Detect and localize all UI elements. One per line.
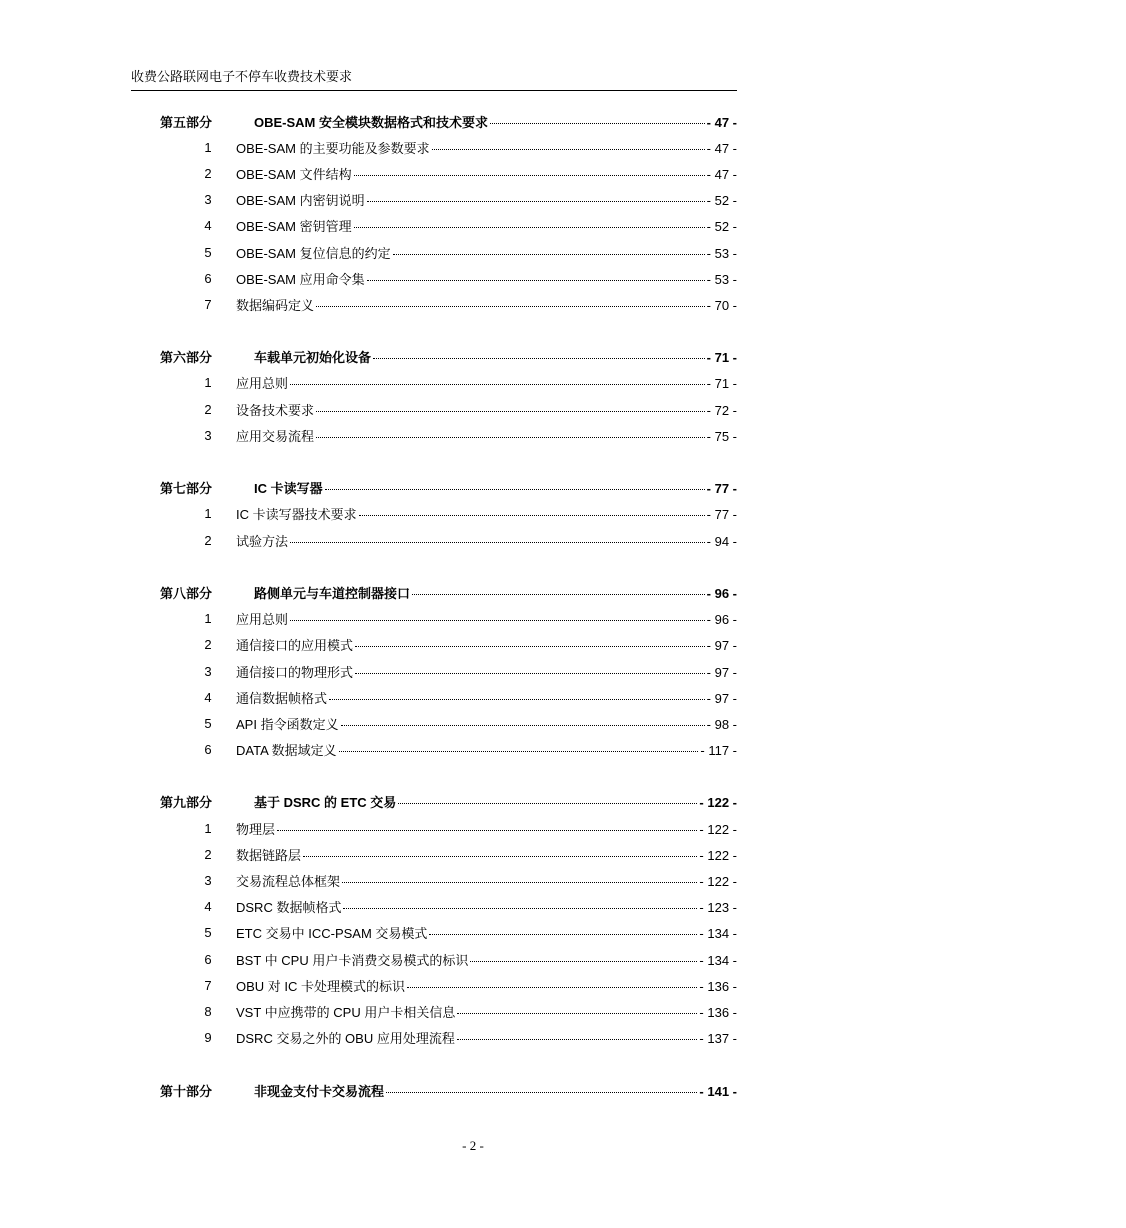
dot-leader bbox=[398, 803, 697, 804]
page-ref: - 134 - bbox=[699, 952, 737, 968]
dot-leader bbox=[325, 489, 705, 490]
section-gap bbox=[160, 1051, 737, 1077]
dot-leader bbox=[367, 280, 705, 281]
page-ref: - 75 - bbox=[706, 428, 737, 444]
dot-leader bbox=[393, 254, 705, 255]
dot-leader bbox=[355, 673, 705, 674]
dot-leader bbox=[359, 515, 705, 516]
table-of-contents bbox=[160, 108, 737, 1103]
toc-item-entry[interactable] bbox=[160, 1025, 737, 1051]
item-title: IC 卡读写器技术要求 bbox=[236, 507, 357, 523]
item-number: 1 bbox=[204, 820, 212, 836]
item-number: 7 bbox=[204, 296, 212, 312]
page-ref: - 96 - bbox=[706, 585, 737, 601]
item-title: OBE-SAM 内密钥说明 bbox=[236, 193, 365, 209]
toc-item-entry[interactable] bbox=[160, 527, 737, 553]
toc-part-entry[interactable] bbox=[160, 108, 737, 134]
page-ref: - 47 - bbox=[706, 140, 737, 156]
page-ref: - 117 - bbox=[700, 743, 737, 759]
page-number: - 2 - bbox=[462, 1138, 484, 1153]
page-ref: - 122 - bbox=[699, 847, 737, 863]
part-label: 第七部分 bbox=[160, 481, 213, 497]
item-title: VST 中应携带的 CPU 用户卡相关信息 bbox=[236, 1004, 456, 1020]
item-title: 应用总则 bbox=[236, 612, 289, 628]
toc-part-entry[interactable] bbox=[160, 579, 737, 605]
item-title: ETC 交易中 ICC-PSAM 交易模式 bbox=[236, 926, 428, 942]
item-number: 2 bbox=[204, 532, 212, 548]
item-number: 3 bbox=[204, 663, 212, 679]
item-number: 1 bbox=[204, 139, 212, 155]
dot-leader bbox=[290, 542, 705, 543]
item-number: 4 bbox=[204, 689, 212, 705]
page-ref: - 53 - bbox=[706, 271, 737, 287]
toc-part-entry[interactable] bbox=[160, 1077, 737, 1103]
dot-leader bbox=[354, 175, 705, 176]
item-title: BST 中 CPU 用户卡消费交易模式的标识 bbox=[236, 952, 469, 968]
dot-leader bbox=[490, 123, 705, 124]
dot-leader bbox=[407, 987, 697, 988]
toc-part-entry[interactable] bbox=[160, 475, 737, 501]
part-title: 车载单元初始化设备 bbox=[254, 350, 372, 366]
page-ref: - 97 - bbox=[706, 664, 737, 680]
dot-leader bbox=[367, 201, 705, 202]
toc-item-entry[interactable] bbox=[160, 658, 737, 684]
dot-leader bbox=[457, 1013, 697, 1014]
page-ref: - 47 - bbox=[706, 114, 737, 130]
dot-leader bbox=[329, 699, 705, 700]
item-title: API 指令函数定义 bbox=[236, 716, 339, 732]
toc-item-entry[interactable] bbox=[160, 710, 737, 736]
page-ref: - 98 - bbox=[706, 716, 737, 732]
dot-leader bbox=[373, 358, 705, 359]
item-title: OBU 对 IC 卡处理模式的标识 bbox=[236, 978, 406, 994]
dot-leader bbox=[290, 384, 705, 385]
document-title: 收费公路联网电子不停车收费技术要求 bbox=[131, 69, 353, 84]
page-ref: - 52 - bbox=[706, 193, 737, 209]
item-title: 设备技术要求 bbox=[236, 402, 315, 418]
page-ref: - 97 - bbox=[706, 638, 737, 654]
dot-leader bbox=[316, 437, 705, 438]
item-title: 通信数据帧格式 bbox=[236, 690, 328, 706]
item-number: 6 bbox=[204, 270, 212, 286]
toc-item-entry[interactable] bbox=[160, 501, 737, 527]
part-title: 非现金支付卡交易流程 bbox=[254, 1083, 385, 1099]
toc-item-entry[interactable] bbox=[160, 632, 737, 658]
item-title: DSRC 交易之外的 OBU 应用处理流程 bbox=[236, 1031, 455, 1047]
running-header bbox=[131, 69, 737, 91]
part-label: 第十部分 bbox=[160, 1083, 213, 1099]
item-title: 试验方法 bbox=[236, 533, 289, 549]
item-number: 2 bbox=[204, 165, 212, 181]
page-ref: - 47 - bbox=[706, 166, 737, 182]
dot-leader bbox=[316, 306, 705, 307]
item-title: 应用交易流程 bbox=[236, 428, 315, 444]
toc-item-entry[interactable] bbox=[160, 370, 737, 396]
item-number: 5 bbox=[204, 715, 212, 731]
toc-item-entry[interactable] bbox=[160, 213, 737, 239]
section-gap bbox=[160, 553, 737, 579]
dot-leader bbox=[303, 856, 697, 857]
item-number: 3 bbox=[204, 192, 212, 208]
dot-leader bbox=[457, 1039, 698, 1040]
toc-item-entry[interactable] bbox=[160, 867, 737, 893]
page-ref: - 136 - bbox=[699, 1004, 737, 1020]
part-label: 第六部分 bbox=[160, 350, 213, 366]
dot-leader bbox=[316, 411, 705, 412]
part-title: IC 卡读写器 bbox=[254, 481, 323, 497]
item-title: 应用总则 bbox=[236, 376, 289, 392]
page-ref: - 94 - bbox=[706, 533, 737, 549]
item-number: 2 bbox=[204, 846, 212, 862]
item-title: 数据链路层 bbox=[236, 847, 302, 863]
dot-leader bbox=[341, 725, 705, 726]
item-number: 2 bbox=[204, 401, 212, 417]
item-number: 5 bbox=[204, 925, 212, 941]
item-title: OBE-SAM 的主要功能及参数要求 bbox=[236, 140, 430, 156]
item-title: OBE-SAM 密钥管理 bbox=[236, 219, 352, 235]
page-ref: - 134 - bbox=[699, 926, 737, 942]
item-number: 1 bbox=[204, 611, 212, 627]
toc-part-entry[interactable] bbox=[160, 344, 737, 370]
part-label: 第五部分 bbox=[160, 114, 213, 130]
item-title: 数据编码定义 bbox=[236, 297, 315, 313]
page-ref: - 71 - bbox=[706, 350, 737, 366]
toc-item-entry[interactable] bbox=[160, 134, 737, 160]
toc-item-entry[interactable] bbox=[160, 187, 737, 213]
page-ref: - 96 - bbox=[706, 612, 737, 628]
page-ref: - 123 - bbox=[699, 900, 737, 916]
dot-leader bbox=[432, 149, 705, 150]
item-number: 8 bbox=[204, 1003, 212, 1019]
item-title: 物理层 bbox=[236, 821, 276, 837]
section-gap bbox=[160, 448, 737, 474]
item-number: 4 bbox=[204, 218, 212, 234]
toc-part-entry[interactable] bbox=[160, 789, 737, 815]
item-title: OBE-SAM 复位信息的约定 bbox=[236, 245, 391, 261]
dot-leader bbox=[386, 1092, 697, 1093]
page-ref: - 72 - bbox=[706, 402, 737, 418]
page-ref: - 141 - bbox=[699, 1083, 737, 1099]
item-title: 通信接口的应用模式 bbox=[236, 638, 354, 654]
toc-item-entry[interactable] bbox=[160, 239, 737, 265]
toc-item-entry[interactable] bbox=[160, 920, 737, 946]
page-ref: - 122 - bbox=[699, 821, 737, 837]
item-title: 交易流程总体框架 bbox=[236, 874, 341, 890]
toc-item-entry[interactable] bbox=[160, 946, 737, 972]
item-number: 6 bbox=[204, 951, 212, 967]
item-number: 4 bbox=[204, 899, 212, 915]
part-label: 第九部分 bbox=[160, 795, 213, 811]
page-ref: - 71 - bbox=[706, 376, 737, 392]
toc-item-entry[interactable] bbox=[160, 396, 737, 422]
item-number: 3 bbox=[204, 427, 212, 443]
part-title: OBE-SAM 安全模块数据格式和技术要求 bbox=[254, 114, 489, 130]
item-number: 1 bbox=[204, 506, 212, 522]
toc-item-entry[interactable] bbox=[160, 841, 737, 867]
dot-leader bbox=[429, 934, 697, 935]
toc-item-entry[interactable] bbox=[160, 972, 737, 998]
page-ref: - 122 - bbox=[699, 795, 737, 811]
page-ref: - 137 - bbox=[699, 1031, 737, 1047]
page-ref: - 70 - bbox=[706, 297, 737, 313]
toc-item-entry[interactable] bbox=[160, 265, 737, 291]
toc-item-entry[interactable] bbox=[160, 737, 737, 763]
page-ref: - 122 - bbox=[699, 874, 737, 890]
item-number: 5 bbox=[204, 244, 212, 260]
item-number: 9 bbox=[204, 1030, 212, 1046]
item-number: 3 bbox=[204, 873, 212, 889]
section-gap bbox=[160, 318, 737, 344]
item-number: 1 bbox=[204, 375, 212, 391]
page-ref: - 52 - bbox=[706, 219, 737, 235]
item-title: OBE-SAM 应用命令集 bbox=[236, 271, 365, 287]
dot-leader bbox=[470, 961, 697, 962]
dot-leader bbox=[343, 908, 697, 909]
item-number: 6 bbox=[204, 742, 212, 758]
item-title: DATA 数据域定义 bbox=[236, 743, 337, 759]
part-title: 基于 DSRC 的 ETC 交易 bbox=[254, 795, 397, 811]
toc-item-entry[interactable] bbox=[160, 684, 737, 710]
toc-item-entry[interactable] bbox=[160, 894, 737, 920]
page-ref: - 136 - bbox=[699, 978, 737, 994]
toc-item-entry[interactable] bbox=[160, 606, 737, 632]
dot-leader bbox=[339, 751, 699, 752]
dot-leader bbox=[354, 227, 705, 228]
toc-item-entry[interactable] bbox=[160, 422, 737, 448]
toc-item-entry[interactable] bbox=[160, 291, 737, 317]
toc-item-entry[interactable] bbox=[160, 815, 737, 841]
part-title: 路侧单元与车道控制器接口 bbox=[254, 585, 411, 601]
page-ref: - 53 - bbox=[706, 245, 737, 261]
item-title: OBE-SAM 文件结构 bbox=[236, 166, 352, 182]
section-gap bbox=[160, 763, 737, 789]
dot-leader bbox=[277, 830, 697, 831]
dot-leader bbox=[355, 646, 705, 647]
toc-item-entry[interactable] bbox=[160, 160, 737, 186]
item-number: 2 bbox=[204, 637, 212, 653]
item-number: 7 bbox=[204, 977, 212, 993]
dot-leader bbox=[342, 882, 697, 883]
item-title: 通信接口的物理形式 bbox=[236, 664, 354, 680]
toc-item-entry[interactable] bbox=[160, 998, 737, 1024]
part-label: 第八部分 bbox=[160, 585, 213, 601]
dot-leader bbox=[290, 620, 705, 621]
item-title: DSRC 数据帧格式 bbox=[236, 900, 342, 916]
page-ref: - 77 - bbox=[706, 481, 737, 497]
page-ref: - 77 - bbox=[706, 507, 737, 523]
page-ref: - 97 - bbox=[706, 690, 737, 706]
dot-leader bbox=[412, 594, 705, 595]
